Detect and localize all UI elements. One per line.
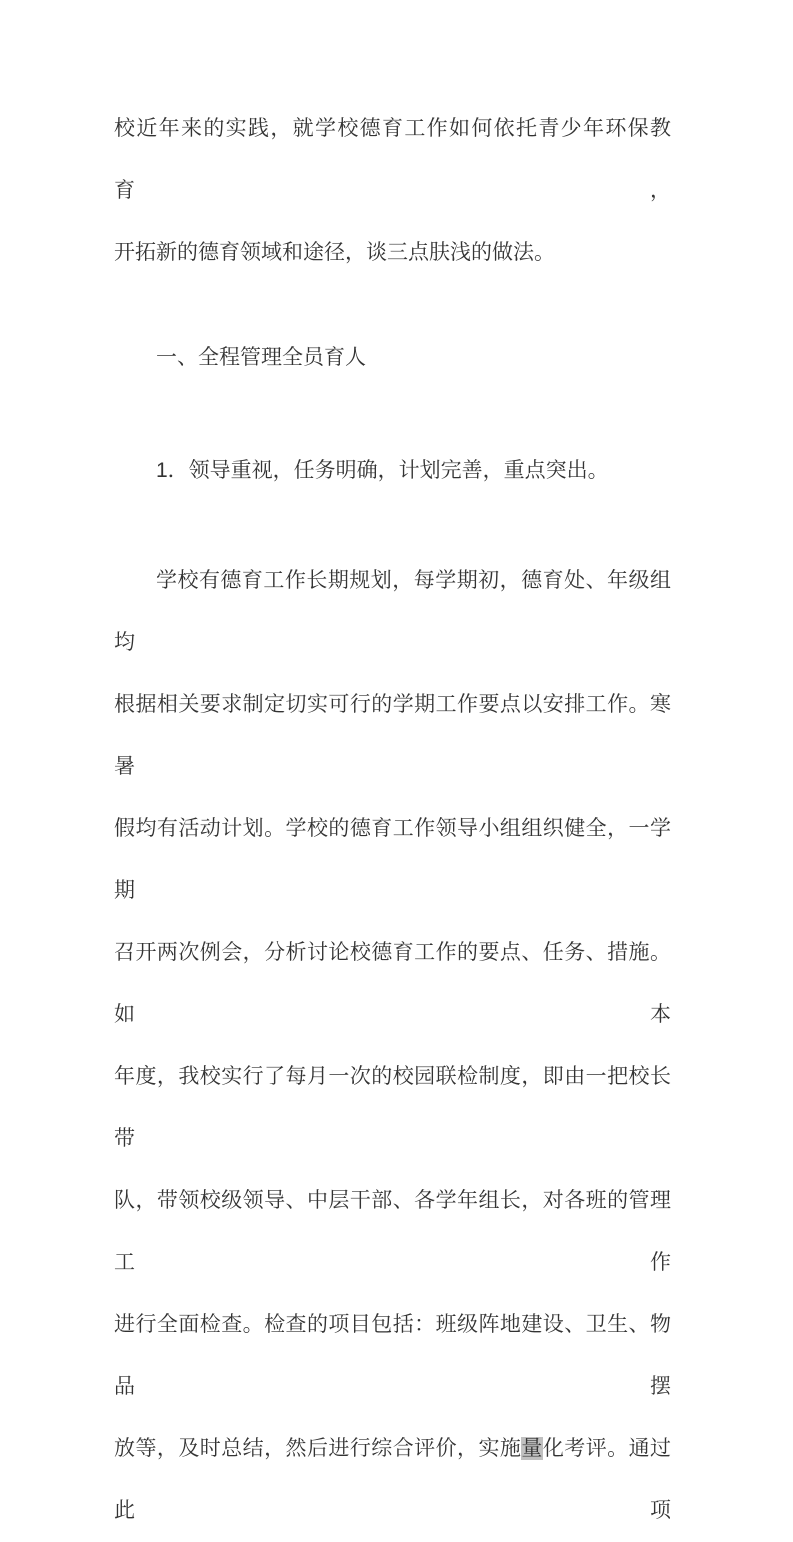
paragraph-line: 进行全面检查。检查的项目包括：班级阵地建设、卫生、物品摆 — [114, 1313, 671, 1398]
paragraph-line: 召开两次例会，分析讨论校德育工作的要点、任务、措施。如本 — [114, 941, 671, 1026]
paragraph-line: 队，带领校级领导、中层干部、各学年组长，对各班的管理工作 — [114, 1189, 671, 1274]
paragraph-line: 假均有活动计划。学校的德育工作领导小组组织健全，一学期 — [114, 817, 671, 902]
paragraph-line: 年度，我校实行了每月一次的校园联检制度，即由一把校长带 — [114, 1065, 671, 1150]
paragraph-line: 校近年来的实践，就学校德育工作如何依托青少年环保教育， — [114, 117, 671, 202]
paragraph-line: 根据相关要求制定切实可行的学期工作要点以安排工作。寒暑 — [114, 693, 671, 778]
line-text: 化考评。通过此项 — [114, 1437, 672, 1522]
line-text: 放等，及时总结，然后进行综合评价，实施 — [114, 1437, 522, 1460]
paragraph-line: 学校有德育工作长期规划，每学期初，德育处、年级组均 — [114, 569, 671, 654]
section-heading: 一、全程管理全员育人 — [156, 346, 366, 369]
paragraph-line — [114, 1418, 671, 1542]
document-body — [114, 98, 671, 1542]
paragraph-line: 开拓新的德育领域和途径，谈三点肤浅的做法。 — [114, 241, 555, 264]
subsection-heading: 1．领导重视，任务明确，计划完善，重点突出。 — [156, 459, 609, 482]
highlighted-char: 量 — [521, 1437, 543, 1460]
